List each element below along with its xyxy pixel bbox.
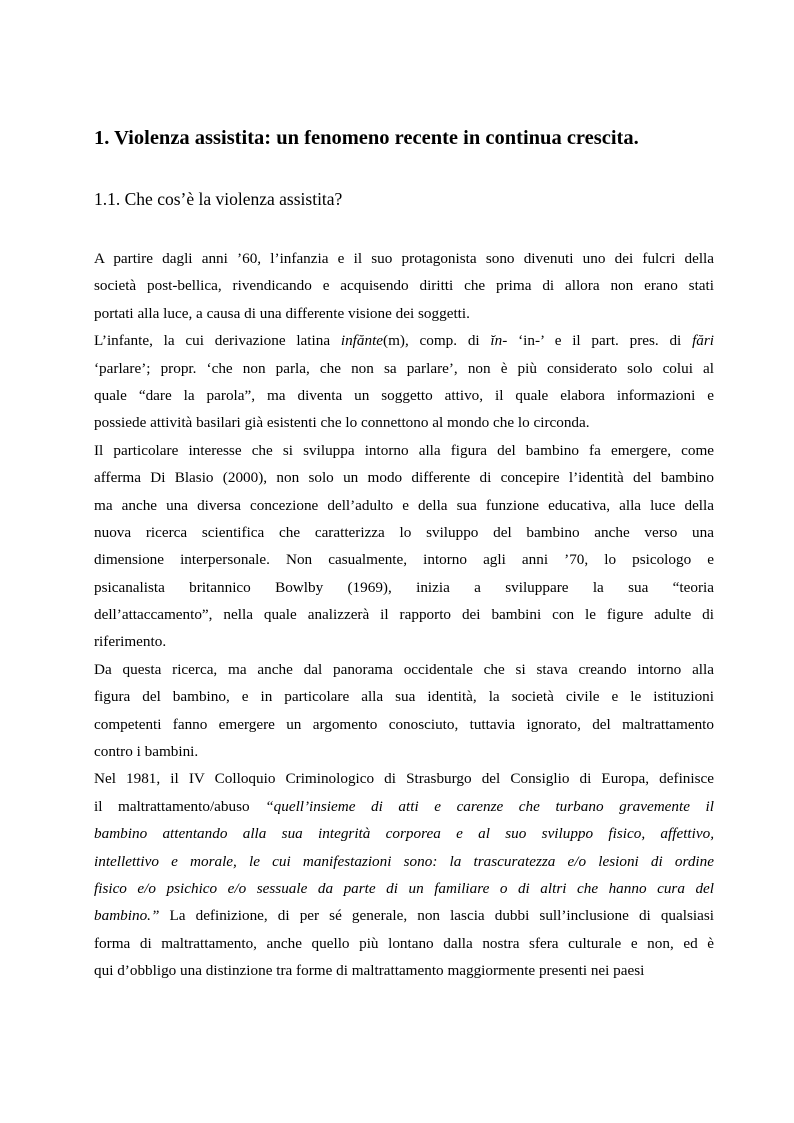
text-line (94, 820, 714, 847)
text-line (94, 957, 714, 984)
text-line (94, 930, 714, 957)
text-line (94, 765, 714, 792)
text-run: dimensione interpersonale. Non casualmente, intorno agli anni ’70, lo psicologo e (94, 551, 714, 569)
text-run: riferimento. (94, 633, 167, 651)
text-run: Da questa ricerca, ma anche dal panorama occidentale che si stava creando intorno alla (94, 660, 714, 678)
text-line (94, 519, 714, 546)
italic-text: “quell’insieme di atti e carenze che turbano gravemente il (265, 797, 714, 815)
text-run: L’infante, la cui derivazione latina (94, 332, 341, 350)
text-line (94, 464, 714, 491)
italic-text: intellettivo e morale, le cui manifestazioni sono: la trascuratezza e/o lesioni di ordine (94, 852, 714, 870)
text-run: il maltrattamento/abuso (94, 797, 266, 815)
text-line (94, 355, 714, 382)
text-run: qui d’obbligo una distinzione tra forme di maltrattamento maggiormente presenti nei paesi (94, 962, 645, 980)
text-run: nuova ricerca scientifica che caratterizza lo sviluppo del bambino anche verso una (94, 523, 714, 541)
italic-text: fisico e/o psichico e/o sessuale da parte di un familiare o di altri che hanno cura del (94, 879, 714, 897)
text-line (94, 683, 714, 710)
text-line (94, 272, 714, 299)
text-run: La definizione, di per sé generale, non lascia dubbi sull’inclusione di qualsiasi (159, 907, 714, 925)
text-line (94, 628, 714, 655)
text-run: Il particolare interesse che si sviluppa intorno alla figura del bambino fa emergere, come (94, 441, 714, 459)
text-line (94, 793, 714, 820)
text-run: (m), comp. di (383, 332, 491, 350)
text-run: forma di maltrattamento, anche quello più lontano dalla nostra sfera culturale e non, ed è (94, 934, 714, 952)
section-heading: 1.1. Che cos’è la violenza assistita? (94, 189, 343, 209)
text-line (94, 546, 714, 573)
body-text (94, 245, 714, 985)
italic-text: infănte (340, 332, 384, 350)
text-run: ma anche una diversa concezione dell’adulto e della sua funzione educativa, alla luce della (94, 496, 714, 514)
italic-text: fări (692, 332, 715, 350)
text-run: competenti fanno emergere un argomento conosciuto, tuttavia ignorato, del maltrattamento (94, 715, 714, 733)
text-run: possiede attività basilari già esistenti che lo connettono al mondo che lo circonda. (94, 414, 590, 432)
text-line (94, 601, 714, 628)
text-line (94, 409, 714, 436)
italic-text: bambino attentando alla sua integrità corporea e al suo sviluppo fisico, affettivo, (94, 825, 714, 843)
text-line (94, 245, 714, 272)
text-line (94, 382, 714, 409)
text-run: - ‘in-’ e il part. pres. di (502, 332, 693, 350)
text-run: A partire dagli anni ’60, l’infanzia e il suo protagonista sono divenuti uno dei fulcri della (94, 250, 714, 267)
text-line (94, 327, 714, 354)
chapter-heading: 1. Violenza assistita: un fenomeno recente in continua crescita. (94, 127, 639, 149)
text-run: quale “dare la parola”, ma diventa un soggetto attivo, il quale elabora informazioni e (94, 386, 714, 404)
text-run: ‘parlare’; propr. ‘che non parla, che non sa parlare’, non è più considerato solo colui al (94, 359, 714, 377)
text-line (94, 656, 714, 683)
text-run: dell’attaccamento”, nella quale analizzerà il rapporto dei bambini con le figure adulte di (94, 606, 714, 624)
text-run: Nel 1981, il IV Colloquio Criminologico di Strasburgo del Consiglio di Europa, definisce (94, 770, 714, 788)
text-line (94, 875, 714, 902)
text-run: psicanalista britannico Bowlby (1969), inizia a sviluppare la sua “teoria (94, 578, 714, 596)
text-run: contro i bambini. (94, 743, 199, 761)
text-run: figura del bambino, e in particolare alla sua identità, la società civile e le istituzioni (94, 688, 714, 706)
text-line (94, 902, 714, 929)
text-line (94, 738, 714, 765)
text-line (94, 848, 714, 875)
text-line (94, 300, 714, 327)
italic-text: bambino.” (94, 907, 160, 925)
text-run: afferma Di Blasio (2000), non solo un modo differente di concepire l’identità del bambino (94, 469, 714, 487)
text-line (94, 492, 714, 519)
text-line (94, 437, 714, 464)
text-line (94, 711, 714, 738)
text-line (94, 574, 714, 601)
italic-text: ĭn (490, 332, 503, 350)
text-run: portati alla luce, a causa di una differente visione dei soggetti. (94, 304, 470, 322)
text-run: società post-bellica, rivendicando e acquisendo diritti che prima di allora non erano stati (94, 277, 714, 295)
